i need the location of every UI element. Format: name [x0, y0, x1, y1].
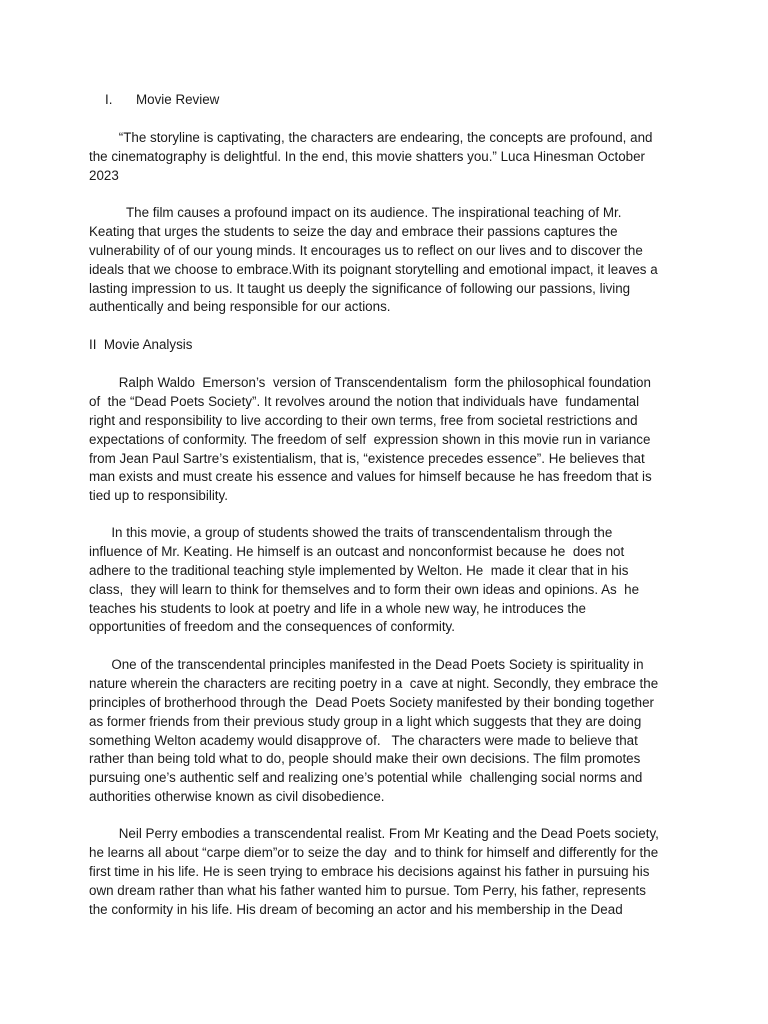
text-line: influence of Mr. Keating. He himself is an outcast and nonconformist because he does not [89, 543, 625, 559]
section-title: Movie Review [136, 92, 220, 107]
text-line: The film causes a profound impact on its audience. The inspirational teaching of Mr. [89, 205, 622, 220]
text-line: “The storyline is captivating, the characters are endearing, the concepts are profound, and [89, 130, 653, 145]
text-line: One of the transcendental principles manifested in the Dead Poets Society is spirituality in [89, 657, 644, 672]
analysis-paragraph-emerson [89, 374, 689, 506]
text-line: own dream rather than what his father wanted him to pursue. Tom Perry, his father, represents [89, 882, 646, 898]
text-line: rather than being told what to do, people should make their own decisions. The film promotes [89, 751, 641, 767]
section-heading-movie-review [89, 91, 219, 110]
analysis-paragraph-principles [89, 656, 689, 807]
text-line: In this movie, a group of students showed the traits of transcendentalism through the [89, 525, 613, 540]
section-number: I. [105, 92, 113, 107]
text-line: opportunities of freedom and the consequences of conformity. [89, 619, 455, 635]
text-line: lasting impression to us. It taught us deeply the significance of following our passions, living [89, 280, 631, 296]
text-line: something Welton academy would disapprove of. The characters were made to believe that [89, 732, 638, 748]
text-line: vulnerability of of our young minds. It encourages us to reflect on our lives and to discover the [89, 242, 643, 258]
text-line: from Jean Paul Sartre’s existentialism, that is, “existence precedes essence”. He believes that [89, 450, 645, 466]
text-line: adhere to the traditional teaching style implemented by Welton. He made it clear that in his [89, 562, 629, 578]
text-line: pursuing one’s authentic self and realizing one’s potential while challenging social norms and [89, 770, 643, 786]
text-line: nature wherein the characters are reciting poetry in a cave at night. Secondly, they embrace the [89, 675, 659, 691]
quote-paragraph [89, 129, 689, 186]
text-line: class, they will learn to think for themselves and to form their own ideas and opinions. As he [89, 581, 640, 597]
text-line: authentically and being responsible for our actions. [89, 299, 391, 315]
text-line: the conformity in his life. His dream of becoming an actor and his membership in the Dead [89, 901, 623, 917]
text-line: ideals that we choose to embrace.With its poignant storytelling and emotional impact, it leaves a [89, 261, 658, 277]
text-line: of the “Dead Poets Society”. It revolves around the notion that individuals have fundamental [89, 393, 640, 409]
analysis-paragraph-neil-perry [89, 825, 689, 919]
text-line: Neil Perry embodies a transcendental realist. From Mr Keating and the Dead Poets society, [89, 826, 659, 841]
text-line: 2023 [89, 167, 119, 183]
text-line: authorities otherwise known as civil disobedience. [89, 789, 385, 805]
text-line: tied up to responsibility. [89, 488, 228, 504]
section-heading-movie-analysis: II Movie Analysis [89, 337, 193, 352]
text-line: teaches his students to look at poetry and life in a whole new way, he introduces the [89, 600, 586, 616]
text-line: he learns all about “carpe diem”or to seize the day and to think for himself and differently for the [89, 844, 659, 860]
text-line: Ralph Waldo Emerson’s version of Transcendentalism form the philosophical foundation [89, 375, 651, 390]
analysis-paragraph-keating [89, 524, 689, 637]
text-line: the cinematography is delightful. In the end, this movie shatters you.” Luca Hinesman October [89, 148, 646, 164]
text-line: principles of brotherhood through the Dead Poets Society manifested by their bonding together [89, 694, 654, 710]
text-line: man exists and must create his essence and values for himself because he has freedom that is [89, 469, 652, 485]
text-line: Keating that urges the students to seize the day and embrace their passions captures the [89, 223, 618, 239]
text-line: right and responsibility to live according to their own terms, free from societal restrictions and [89, 412, 638, 428]
text-line: as former friends from their previous study group in a light which suggests that they are doing [89, 713, 642, 729]
review-paragraph [89, 204, 689, 317]
text-line: expectations of conformity. The freedom of self expression shown in this movie run in variance [89, 431, 651, 447]
text-line: first time in his life. He is seen trying to embrace his decisions against his father in pursuing his [89, 863, 650, 879]
